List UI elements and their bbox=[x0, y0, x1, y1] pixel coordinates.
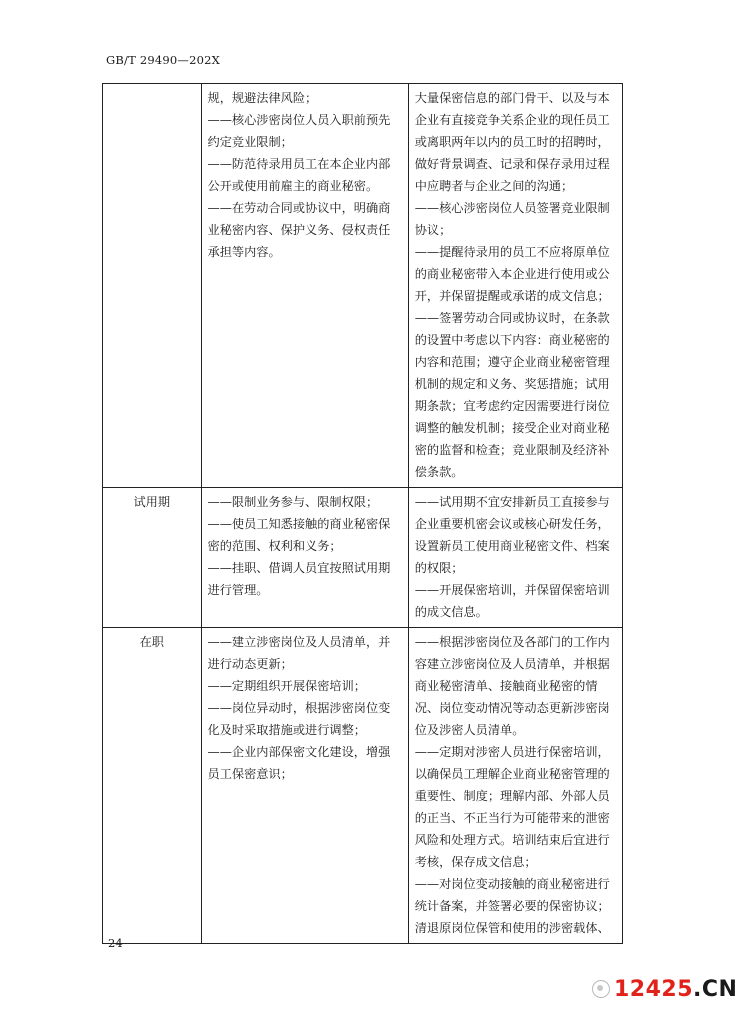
measure-item: ——在劳动合同或协议中，明确商业秘密内容、保护义务、侵权责任承担等内容。 bbox=[207, 201, 391, 259]
guidance-item: ——定期对涉密人员进行保密培训，以确保员工理解企业商业秘密管理的重要性、制度；理解内部、外部人员的正当、不正当行为可能带来的泄密风险和处理方式。培训结束后宜进行考核，保存成文信息； bbox=[414, 745, 610, 869]
measure-item: ——岗位异动时，根据涉密岗位变化及时采取措施或进行调整； bbox=[207, 701, 391, 737]
stage-cell: 在职 bbox=[103, 628, 202, 944]
watermark-number: 12425 bbox=[614, 976, 694, 1002]
document-id: GB/T 29490—202X bbox=[106, 53, 221, 67]
watermark-domain: .CN bbox=[693, 976, 737, 1002]
measure-item: ——企业内部保密文化建设，增强员工保密意识； bbox=[207, 745, 391, 781]
measure-item: 规，规避法律风险； bbox=[207, 91, 318, 105]
guidance-item: ——核心涉密岗位人员签署竞业限制协议； bbox=[414, 201, 610, 237]
measure-item: ——挂职、借调人员宜按照试用期进行管理。 bbox=[207, 561, 391, 597]
measures-cell bbox=[201, 488, 408, 628]
table-row bbox=[103, 628, 623, 944]
measures-table bbox=[102, 83, 623, 944]
measure-item: ——建立涉密岗位及人员清单，并进行动态更新； bbox=[207, 635, 391, 671]
measure-item: ——定期组织开展保密培训； bbox=[207, 679, 366, 693]
wechat-icon bbox=[592, 980, 610, 998]
measures-cell bbox=[201, 84, 408, 488]
measure-item: ——限制业务参与、限制权限； bbox=[207, 495, 379, 509]
stage-cell bbox=[103, 84, 202, 488]
table-row bbox=[103, 488, 623, 628]
guidance-cell bbox=[408, 84, 622, 488]
stage-cell: 试用期 bbox=[103, 488, 202, 628]
guidance-item: ——试用期不宜安排新员工直接参与企业重要机密会议或核心研发任务，设置新员工使用商业秘密文件、档案的权限； bbox=[414, 495, 610, 575]
watermark-text bbox=[614, 977, 737, 1002]
guidance-cell bbox=[408, 628, 622, 944]
measure-item: ——防范待录用员工在本企业内部公开或使用前雇主的商业秘密。 bbox=[207, 157, 391, 193]
guidance-item: ——签署劳动合同或协议时，在条款的设置中考虑以下内容：商业秘密的内容和范围；遵守企业商业秘密管理机制的规定和义务、奖惩措施；试用期条款；宜考虑约定因需要进行岗位调整的触发机制；接受企业对商业秘密的监督和检查；竞业限制及经济补偿条款。 bbox=[414, 311, 610, 479]
page-number: 24 bbox=[108, 936, 123, 950]
guidance-cell bbox=[408, 488, 622, 628]
site-watermark bbox=[592, 976, 737, 1002]
measure-item: ——使员工知悉接触的商业秘密保密的范围、权利和义务； bbox=[207, 517, 391, 553]
table-row bbox=[103, 84, 623, 488]
measures-cell bbox=[201, 628, 408, 944]
guidance-item: ——对岗位变动接触的商业秘密进行统计备案，并签署必要的保密协议；清退原岗位保管和使用的涉密载体、 bbox=[414, 877, 610, 935]
guidance-item: ——根据涉密岗位及各部门的工作内容建立涉密岗位及人员清单，并根据商业秘密清单、接触商业秘密的情况、岗位变动情况等动态更新涉密岗位及涉密人员清单。 bbox=[414, 635, 610, 737]
measure-item: ——核心涉密岗位人员入职前预先约定竞业限制； bbox=[207, 113, 391, 149]
guidance-item: ——开展保密培训，并保留保密培训的成文信息。 bbox=[414, 583, 610, 619]
guidance-item: ——提醒待录用的员工不应将原单位的商业秘密带入本企业进行使用或公开，并保留提醒或承诺的成文信息； bbox=[414, 245, 610, 303]
guidance-item: 大量保密信息的部门骨干、以及与本企业有直接竞争关系企业的现任员工或离职两年以内的员工时的招聘时，做好背景调查、记录和保存录用过程中应聘者与企业之间的沟通； bbox=[414, 91, 610, 193]
